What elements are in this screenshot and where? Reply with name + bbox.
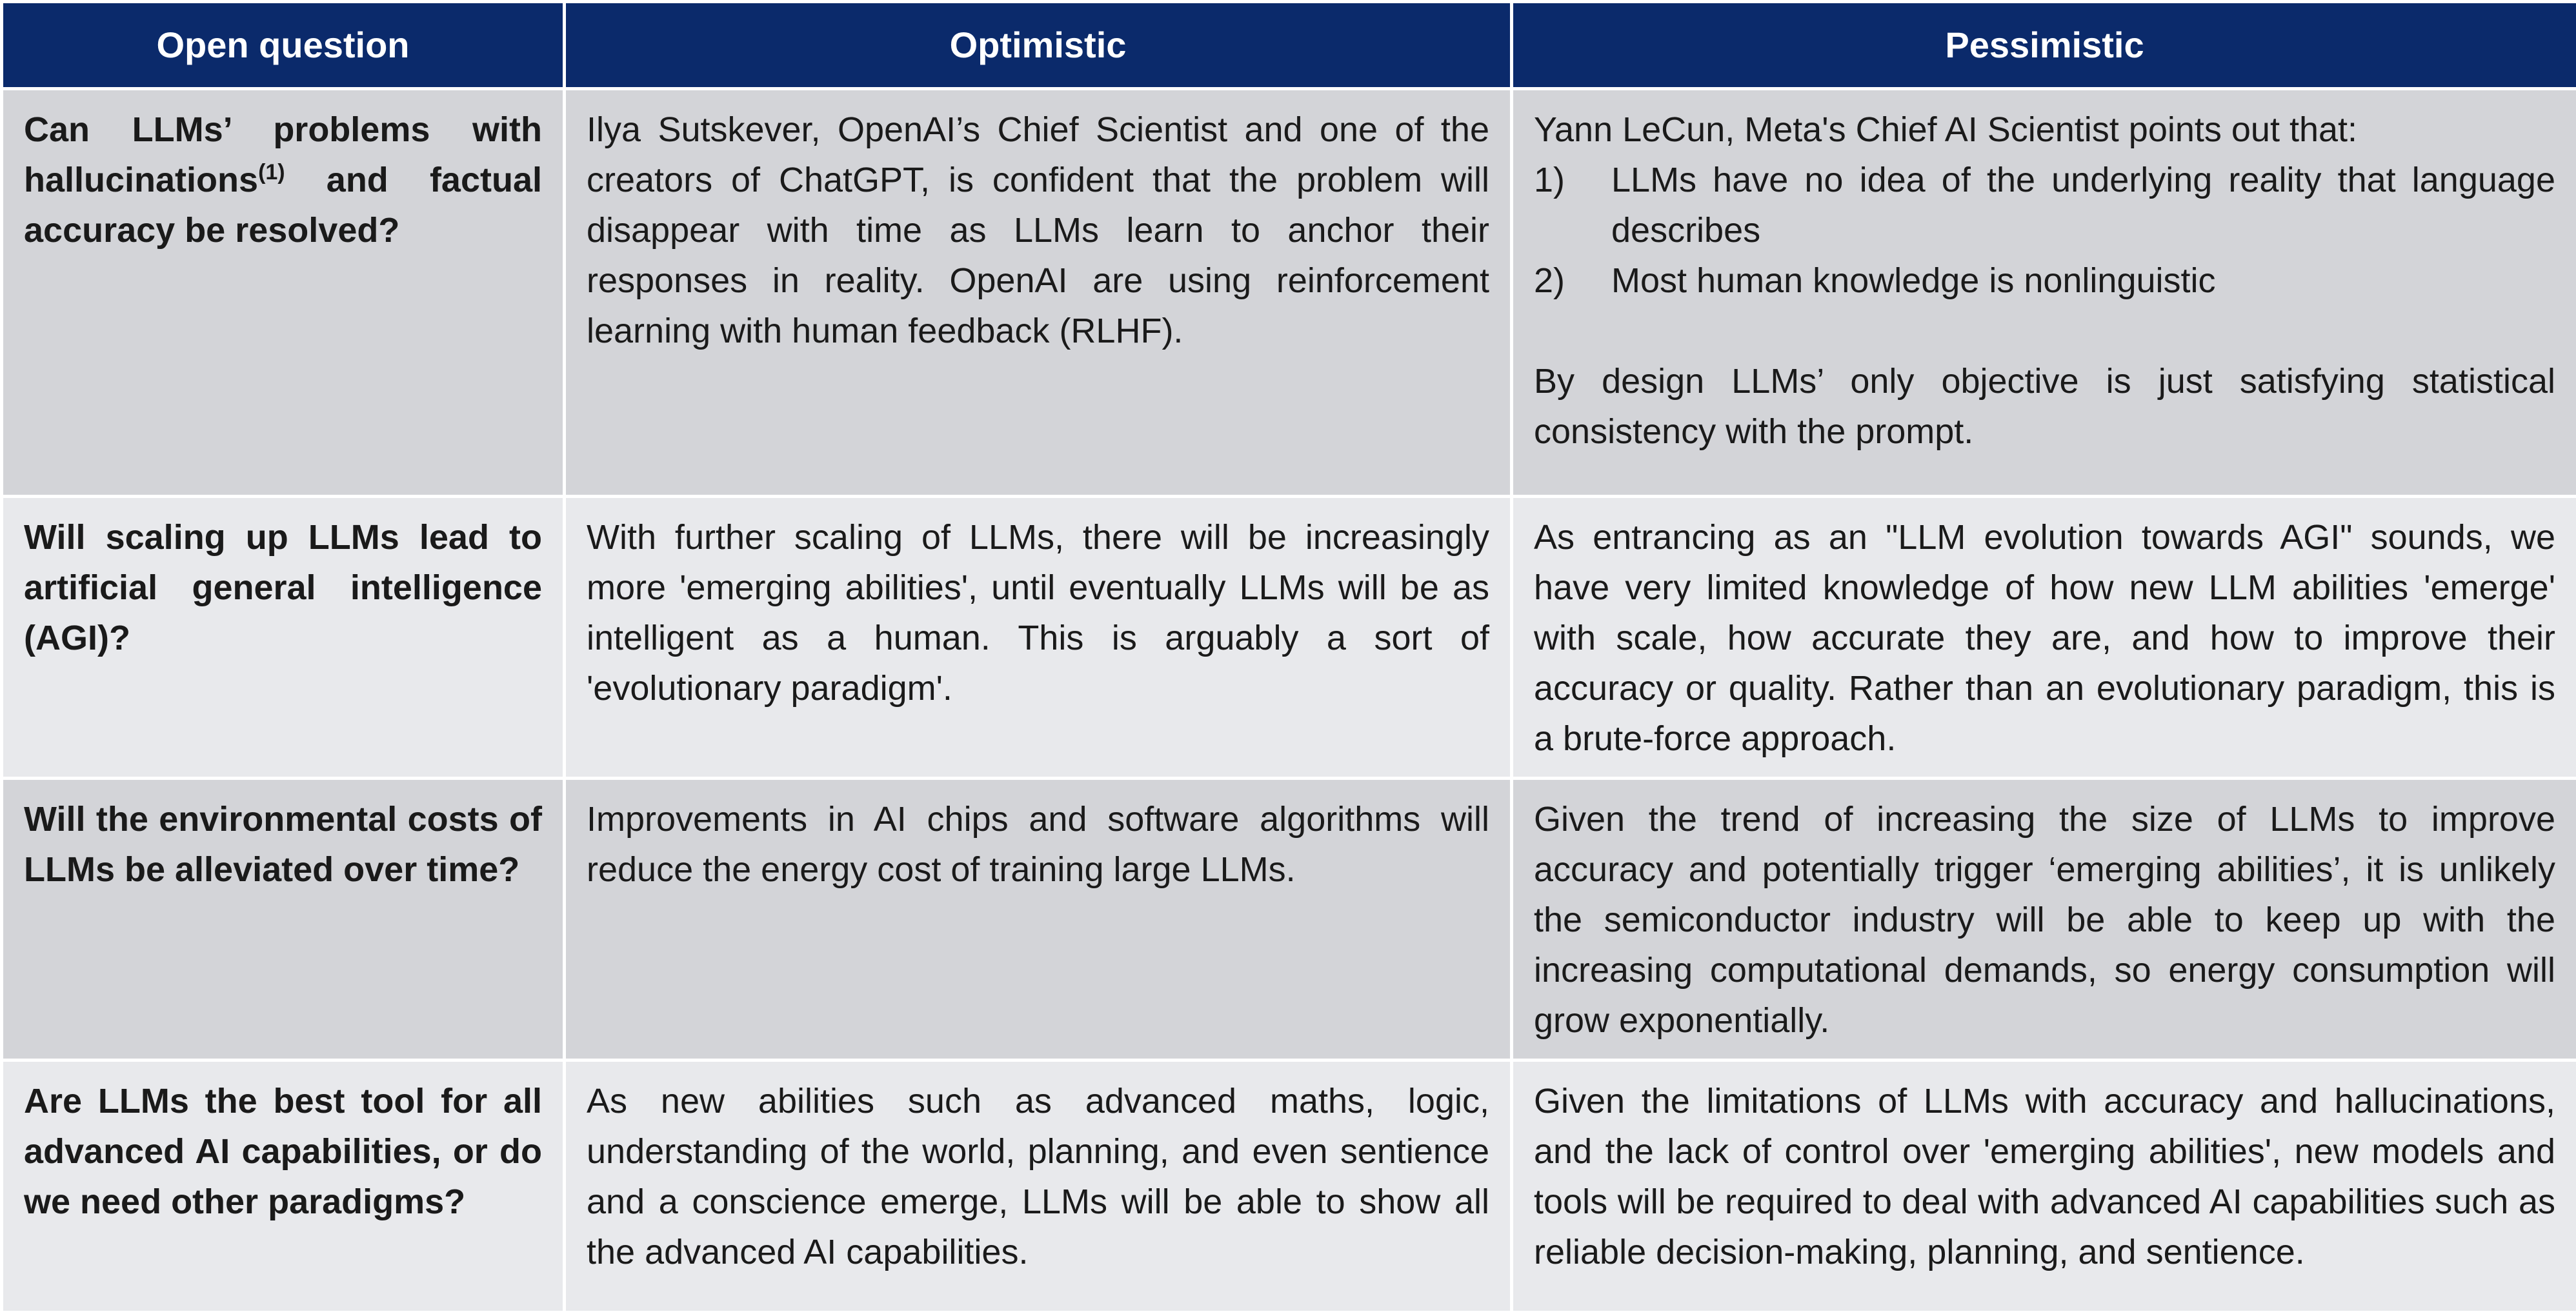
optimistic-cell: Ilya Sutskever, OpenAI’s Chief Scientist and one of the creators of ChatGPT, is confident that the problem will disappear with time as LLMs learn to anchor their responses in reality. OpenAI are using reinforcement learning with human feedback (RLHF).	[565, 89, 1512, 497]
header-optimistic: Optimistic	[565, 2, 1512, 89]
pessimistic-intro: Yann LeCun, Meta's Chief AI Scientist points out that:	[1534, 105, 2555, 155]
question-text-suffix: and factual accuracy be resolved?	[24, 161, 542, 250]
pessimistic-outro: By design LLMs’ only objective is just satisfying statistical consistency with the prompt.	[1534, 356, 2555, 457]
list-number: 1)	[1534, 155, 1565, 205]
list-item	[1534, 155, 2555, 255]
header-pessimistic: Pessimistic	[1512, 2, 2576, 89]
question-cell: Will the environmental costs of LLMs be alleviated over time?	[2, 779, 565, 1060]
header-open-question: Open question	[2, 2, 565, 89]
header-row	[2, 2, 2576, 89]
question-cell	[2, 89, 565, 497]
optimistic-cell: As new abilities such as advanced maths, logic, understanding of the world, planning, and even sentience and a conscience emerge, LLMs will be able to show all the advanced AI capabilities.	[565, 1060, 1512, 1313]
table-row	[2, 497, 2576, 779]
pessimistic-cell: Given the limitations of LLMs with accuracy and hallucinations, and the lack of control over 'emerging abilities', new models and tools will be required to deal with advanced AI capabilities such as reliable decision-making, planning, and sentience.	[1512, 1060, 2576, 1313]
list-item-text: LLMs have no idea of the underlying reality that language describes	[1611, 161, 2555, 250]
list-item	[1534, 255, 2555, 306]
footnote-marker: (1)	[258, 160, 285, 184]
question-cell: Will scaling up LLMs lead to artificial general intelligence (AGI)?	[2, 497, 565, 779]
pessimistic-cell: As entrancing as an "LLM evolution towards AGI" sounds, we have very limited knowledge of how new LLM abilities 'emerge' with scale, how accurate they are, and how to improve their accuracy or quality. Rather than an evolutionary paradigm, this is a brute-force approach.	[1512, 497, 2576, 779]
optimistic-cell: With further scaling of LLMs, there will be increasingly more 'emerging abilities', until eventually LLMs will be as intelligent as a human. This is arguably a sort of 'evolutionary paradigm'.	[565, 497, 1512, 779]
pessimistic-cell	[1512, 89, 2576, 497]
table-row	[2, 89, 2576, 497]
list-number: 2)	[1534, 255, 1565, 306]
question-text: Can LLMs’ problems with hallucinations	[24, 110, 542, 199]
table-row	[2, 1060, 2576, 1313]
table-row	[2, 779, 2576, 1060]
pessimistic-cell: Given the trend of increasing the size of LLMs to improve accuracy and potentially trigger ‘emerging abilities’, it is unlikely the semiconductor industry will be able to keep up with the increasing computational demands, so energy consumption will grow exponentially.	[1512, 779, 2576, 1060]
question-cell: Are LLMs the best tool for all advanced AI capabilities, or do we need other paradigms?	[2, 1060, 565, 1313]
optimistic-cell: Improvements in AI chips and software algorithms will reduce the energy cost of training large LLMs.	[565, 779, 1512, 1060]
list-item-text: Most human knowledge is nonlinguistic	[1611, 261, 2216, 300]
